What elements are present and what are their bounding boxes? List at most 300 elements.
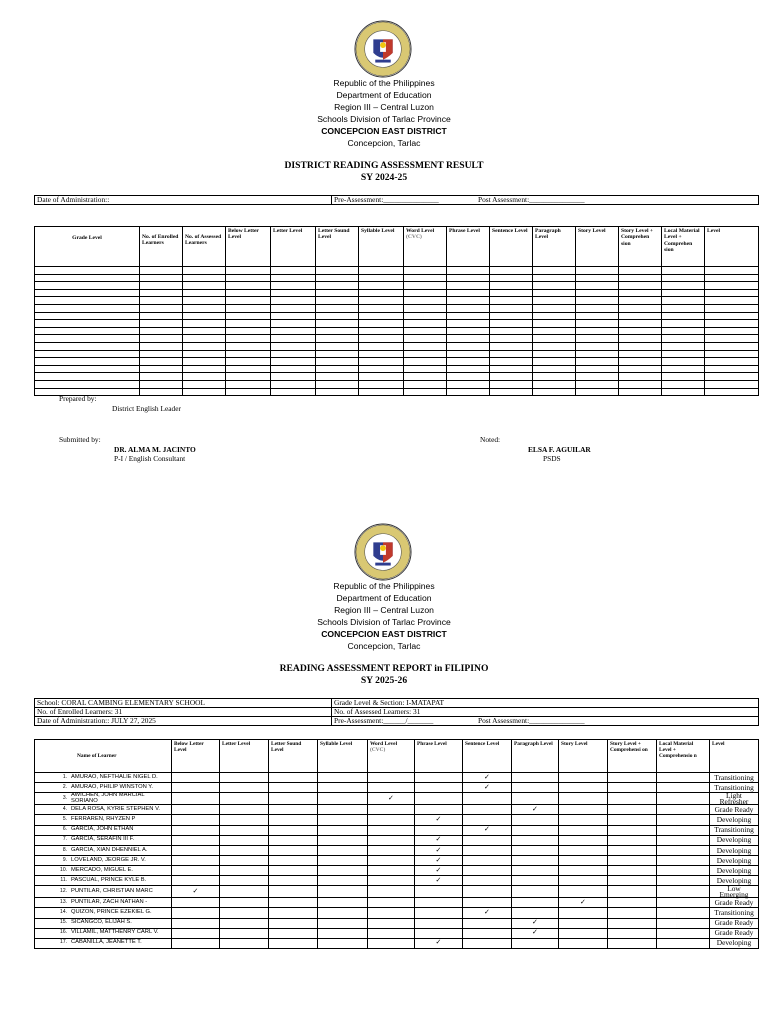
level-cell	[414, 908, 462, 918]
grade-cell	[35, 289, 140, 297]
learner-number: 11.	[35, 876, 70, 886]
grade-cell	[316, 350, 359, 358]
town-name: Concepcion, Tarlac	[347, 138, 421, 148]
col2-letter-sound: Letter Sound Level	[268, 740, 317, 773]
grade-cell	[705, 373, 759, 381]
grade-section: Grade Level & Section: I-MATAPAT	[332, 699, 759, 708]
grade-cell	[533, 388, 576, 396]
grade-cell	[35, 297, 140, 305]
grade-cell	[271, 342, 316, 350]
grade-cell	[183, 289, 226, 297]
learner-number: 4.	[35, 805, 70, 815]
level-cell	[268, 793, 317, 805]
grade-cell	[447, 274, 490, 282]
report1-title	[0, 160, 768, 184]
grade-cell	[183, 312, 226, 320]
level-cell	[462, 886, 511, 898]
col-word-text: Word Level	[406, 228, 435, 234]
grade-row	[35, 282, 759, 290]
grade-cell	[35, 358, 140, 366]
report1-info-table	[34, 195, 759, 205]
grade-cell	[404, 267, 447, 275]
grade-cell	[226, 297, 271, 305]
check-mark-icon: ✓	[511, 928, 558, 938]
grade-cell	[619, 358, 662, 366]
grade-cell	[576, 327, 619, 335]
grade-cell	[271, 267, 316, 275]
learner-row	[35, 783, 759, 793]
grade-cell	[271, 350, 316, 358]
grade-cell	[226, 350, 271, 358]
level-cell	[462, 845, 511, 855]
level-cell	[219, 783, 268, 793]
col2-sentence: Sentence Level	[462, 740, 511, 773]
learner-name: CABANILLA, JEANETTE T.	[69, 938, 171, 948]
grade-cell	[619, 335, 662, 343]
grade-cell	[140, 327, 183, 335]
prepared-role: District English Leader	[112, 404, 181, 413]
grade-cell	[662, 358, 705, 366]
col2-word	[367, 740, 414, 773]
level-cell	[317, 918, 367, 928]
grade-cell	[705, 388, 759, 396]
grade-row	[35, 358, 759, 366]
grade-row	[35, 312, 759, 320]
level-cell	[656, 773, 709, 783]
grade-cell	[140, 358, 183, 366]
grade-cell	[576, 342, 619, 350]
level-cell	[367, 918, 414, 928]
level-cell	[268, 825, 317, 835]
grade-cell	[404, 388, 447, 396]
learner-number: 3.	[35, 793, 70, 805]
learner-number: 16.	[35, 928, 70, 938]
learner-level: Transitioning	[709, 908, 758, 918]
grade-cell	[226, 320, 271, 328]
level-cell	[317, 908, 367, 918]
grade-cell	[619, 304, 662, 312]
grade-cell	[404, 297, 447, 305]
level-cell	[462, 815, 511, 825]
level-cell	[219, 898, 268, 908]
grade-cell	[619, 373, 662, 381]
grade-cell	[140, 373, 183, 381]
level-cell	[558, 825, 607, 835]
col-story: Story Level	[576, 227, 619, 267]
level-cell	[317, 845, 367, 855]
learner-level: Transitioning	[709, 773, 758, 783]
grade-cell	[533, 312, 576, 320]
check-mark-icon: ✓	[462, 908, 511, 918]
grade-cell	[183, 327, 226, 335]
col2-word-cvc: (CVC)	[369, 747, 386, 754]
grade-cell	[183, 267, 226, 275]
grade-cell	[271, 289, 316, 297]
grade-cell	[404, 312, 447, 320]
level-cell	[607, 886, 656, 898]
grade-cell	[183, 380, 226, 388]
learner-row	[35, 938, 759, 948]
check-mark-icon: ✓	[511, 918, 558, 928]
grade-cell	[447, 327, 490, 335]
level-cell	[462, 855, 511, 865]
level-cell	[219, 805, 268, 815]
report2-sy: SY 2025-26	[360, 675, 408, 686]
grade-row	[35, 289, 759, 297]
grade-cell	[183, 304, 226, 312]
grade-cell	[705, 312, 759, 320]
level-cell	[268, 773, 317, 783]
grade-cell	[226, 304, 271, 312]
header-line-1: Republic of the Philippines	[333, 78, 435, 88]
grade-cell	[576, 312, 619, 320]
grade-cell	[359, 358, 404, 366]
noted-name: ELSA F. AGUILAR	[528, 445, 591, 454]
level-cell	[171, 938, 219, 948]
grade-cell	[271, 320, 316, 328]
grade-cell	[662, 282, 705, 290]
post-assessment: Post Assessment:_______________	[476, 717, 759, 726]
grade-cell	[35, 365, 140, 373]
grade-cell	[576, 358, 619, 366]
grade-cell	[316, 297, 359, 305]
grade-cell	[140, 320, 183, 328]
learner-name: GARCIA, SERAFIN III F.	[69, 835, 171, 845]
grade-cell	[490, 289, 533, 297]
grade-cell	[533, 373, 576, 381]
check-mark-icon: ✓	[414, 876, 462, 886]
level-cell	[558, 918, 607, 928]
grade-cell	[662, 289, 705, 297]
grade-cell	[316, 289, 359, 297]
district-name: CONCEPCION EAST DISTRICT	[321, 126, 447, 136]
grade-cell	[404, 274, 447, 282]
grade-cell	[404, 365, 447, 373]
grade-cell	[533, 358, 576, 366]
grade-cell	[662, 297, 705, 305]
grade-cell	[35, 320, 140, 328]
grade-cell	[619, 350, 662, 358]
grade-cell	[359, 267, 404, 275]
col-letter-sound: Letter Sound Level	[316, 227, 359, 267]
level-cell	[656, 815, 709, 825]
grade-cell	[35, 335, 140, 343]
level-cell	[268, 815, 317, 825]
grade-cell	[140, 380, 183, 388]
col2-story: Story Level	[558, 740, 607, 773]
grade-cell	[576, 388, 619, 396]
col2-letter: Letter Level	[219, 740, 268, 773]
grade-cell	[183, 342, 226, 350]
level-cell	[462, 865, 511, 875]
learner-level: Developing	[709, 876, 758, 886]
level-cell	[607, 908, 656, 918]
grade-cell	[183, 373, 226, 381]
grade-cell	[662, 373, 705, 381]
grade-cell	[490, 380, 533, 388]
header-line-4: Schools Division of Tarlac Province	[317, 114, 451, 124]
agency-header-2	[0, 580, 768, 652]
grade-cell	[271, 297, 316, 305]
level-cell	[219, 793, 268, 805]
level-cell	[656, 918, 709, 928]
town-name-2: Concepcion, Tarlac	[347, 641, 421, 651]
learner-number: 12.	[35, 886, 70, 898]
level-cell	[511, 793, 558, 805]
grade-cell	[576, 282, 619, 290]
learner-level: Grade Ready	[709, 928, 758, 938]
grade-cell	[359, 320, 404, 328]
grade-cell	[359, 342, 404, 350]
learner-name: GARCIA, XIAN DHENNIEL A.	[69, 845, 171, 855]
level-cell	[268, 865, 317, 875]
level-cell	[414, 928, 462, 938]
grade-cell	[490, 320, 533, 328]
check-mark-icon: ✓	[414, 938, 462, 948]
level-cell	[367, 865, 414, 875]
check-mark-icon: ✓	[171, 886, 219, 898]
date-label: Date of Administration::	[35, 196, 332, 205]
grade-cell	[183, 282, 226, 290]
level-cell	[171, 835, 219, 845]
col-story-comp: Story Level + Comprehen sion	[619, 227, 662, 267]
level-cell	[171, 898, 219, 908]
col2-level: Level	[709, 740, 758, 773]
grade-row	[35, 267, 759, 275]
grade-cell	[183, 335, 226, 343]
level-cell	[656, 845, 709, 855]
grade-cell	[662, 365, 705, 373]
grade-row	[35, 327, 759, 335]
grade-cell	[404, 350, 447, 358]
col-word-cvc: (CVC)	[406, 234, 422, 241]
level-cell	[367, 773, 414, 783]
grade-row	[35, 320, 759, 328]
col2-below-letter: Below Letter Level	[171, 740, 219, 773]
learner-row	[35, 918, 759, 928]
level-cell	[317, 805, 367, 815]
learner-name: DELA ROSA, KYRIE STEPHEN V.	[69, 805, 171, 815]
level-cell	[656, 898, 709, 908]
grade-cell	[359, 388, 404, 396]
grade-cell	[35, 312, 140, 320]
learner-row	[35, 773, 759, 783]
grade-cell	[271, 327, 316, 335]
grade-cell	[183, 297, 226, 305]
grade-cell	[490, 350, 533, 358]
level-cell	[558, 805, 607, 815]
grade-cell	[533, 342, 576, 350]
grade-cell	[619, 327, 662, 335]
level-cell	[462, 793, 511, 805]
grade-cell	[705, 267, 759, 275]
grade-cell	[447, 342, 490, 350]
level-cell	[558, 928, 607, 938]
level-cell	[558, 793, 607, 805]
level-cell	[317, 835, 367, 845]
grade-cell	[35, 342, 140, 350]
grade-cell	[316, 304, 359, 312]
grade-cell	[662, 312, 705, 320]
grade-cell	[35, 350, 140, 358]
learner-level: Developing	[709, 865, 758, 875]
grade-cell	[533, 282, 576, 290]
grade-cell	[316, 365, 359, 373]
level-cell	[607, 815, 656, 825]
level-cell	[317, 876, 367, 886]
learner-level: Grade Ready	[709, 898, 758, 908]
level-cell	[171, 845, 219, 855]
level-cell	[219, 938, 268, 948]
grade-cell	[576, 304, 619, 312]
grade-cell	[359, 304, 404, 312]
grade-cell	[447, 297, 490, 305]
noted-role: PSDS	[543, 454, 561, 463]
grade-cell	[271, 365, 316, 373]
header2-line-1: Republic of the Philippines	[333, 581, 435, 591]
level-cell	[656, 835, 709, 845]
level-cell	[219, 825, 268, 835]
level-cell	[367, 898, 414, 908]
grade-cell	[490, 365, 533, 373]
grade-cell	[705, 274, 759, 282]
level-cell	[219, 876, 268, 886]
learner-row	[35, 876, 759, 886]
grade-cell	[619, 388, 662, 396]
level-cell	[317, 793, 367, 805]
learner-level: Grade Ready	[709, 805, 758, 815]
learner-level: Developing	[709, 835, 758, 845]
level-cell	[171, 805, 219, 815]
level-cell	[268, 835, 317, 845]
learner-level: Light Refresher	[709, 793, 758, 805]
level-cell	[558, 773, 607, 783]
check-mark-icon: ✓	[511, 805, 558, 815]
grade-cell	[316, 335, 359, 343]
grade-cell	[140, 297, 183, 305]
grade-cell	[226, 282, 271, 290]
level-cell	[607, 783, 656, 793]
level-cell	[171, 793, 219, 805]
level-cell	[219, 855, 268, 865]
grade-cell	[226, 380, 271, 388]
grade-cell	[490, 297, 533, 305]
grade-cell	[226, 373, 271, 381]
district-name-2: CONCEPCION EAST DISTRICT	[321, 629, 447, 639]
level-cell	[171, 783, 219, 793]
level-cell	[317, 938, 367, 948]
level-cell	[171, 773, 219, 783]
grade-cell	[271, 335, 316, 343]
grade-cell	[404, 358, 447, 366]
report1-title-text: DISTRICT READING ASSESSMENT RESULT	[284, 160, 484, 171]
level-cell	[414, 793, 462, 805]
grade-cell	[619, 320, 662, 328]
grade-cell	[226, 365, 271, 373]
grade-cell	[490, 327, 533, 335]
grade-cell	[359, 365, 404, 373]
learner-level: Developing	[709, 845, 758, 855]
level-cell	[656, 825, 709, 835]
grade-row	[35, 350, 759, 358]
level-cell	[607, 793, 656, 805]
check-mark-icon: ✓	[462, 783, 511, 793]
grade-cell	[404, 373, 447, 381]
grade-cell	[533, 350, 576, 358]
level-cell	[317, 825, 367, 835]
grade-cell	[271, 282, 316, 290]
learner-row	[35, 908, 759, 918]
grade-cell	[705, 350, 759, 358]
learner-number: 14.	[35, 908, 70, 918]
grade-cell	[316, 380, 359, 388]
level-cell	[367, 876, 414, 886]
grade-row	[35, 274, 759, 282]
level-cell	[171, 876, 219, 886]
learner-number: 1.	[35, 773, 70, 783]
level-cell	[558, 886, 607, 898]
check-mark-icon: ✓	[367, 793, 414, 805]
grade-cell	[35, 267, 140, 275]
deped-seal-icon-2	[354, 523, 412, 581]
learner-number: 13.	[35, 898, 70, 908]
pre-assessment-label: Pre-Assessment:_______________	[332, 196, 477, 205]
level-cell	[511, 815, 558, 825]
grade-cell	[490, 388, 533, 396]
col-below-letter: Below Letter Level	[226, 227, 271, 267]
col-grade-level: Grade Level	[35, 227, 140, 267]
grade-cell	[447, 365, 490, 373]
grade-cell	[447, 373, 490, 381]
grade-cell	[359, 297, 404, 305]
learner-number: 15.	[35, 918, 70, 928]
level-cell	[656, 783, 709, 793]
level-cell	[367, 835, 414, 845]
grade-cell	[271, 388, 316, 396]
grade-cell	[705, 289, 759, 297]
learner-row	[35, 928, 759, 938]
level-cell	[511, 908, 558, 918]
grade-cell	[359, 350, 404, 358]
learner-row	[35, 825, 759, 835]
level-cell	[656, 793, 709, 805]
level-cell	[558, 815, 607, 825]
level-cell	[414, 825, 462, 835]
learner-name: PASCUAL, PRINCE KYLE B.	[69, 876, 171, 886]
grade-cell	[404, 289, 447, 297]
learner-row	[35, 886, 759, 898]
header2-line-3: Region III – Central Luzon	[334, 605, 434, 615]
level-cell	[414, 886, 462, 898]
grade-cell	[533, 297, 576, 305]
grade-cell	[316, 373, 359, 381]
grade-cell	[226, 327, 271, 335]
grade-cell	[183, 358, 226, 366]
level-cell	[219, 815, 268, 825]
level-cell	[268, 805, 317, 815]
level-cell	[462, 918, 511, 928]
grade-cell	[705, 297, 759, 305]
learner-number: 8.	[35, 845, 70, 855]
level-cell	[219, 845, 268, 855]
level-cell	[367, 938, 414, 948]
level-cell	[171, 865, 219, 875]
level-cell	[607, 855, 656, 865]
grade-cell	[447, 312, 490, 320]
grade-cell	[447, 282, 490, 290]
noted-label: Noted:	[480, 435, 501, 444]
grade-cell	[533, 320, 576, 328]
